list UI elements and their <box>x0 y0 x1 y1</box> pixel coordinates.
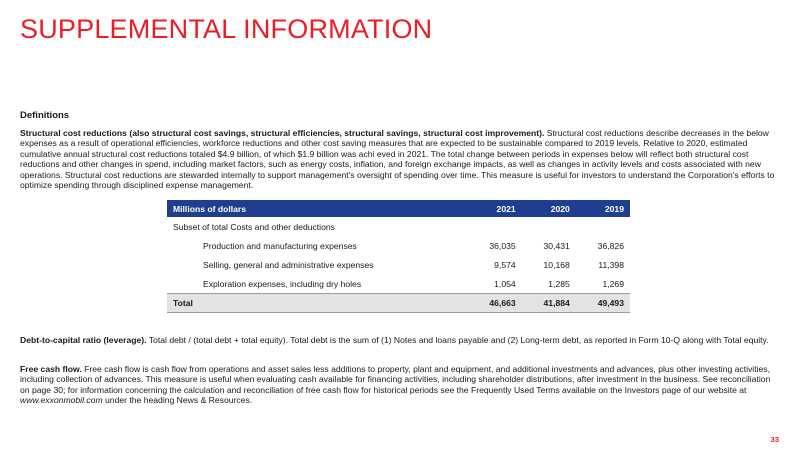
header-units: Millions of dollars <box>167 200 468 217</box>
website-link[interactable]: www.exxonmobil.com <box>20 395 103 406</box>
header-2020: 2020 <box>522 200 576 217</box>
debt-to-capital-text: Total debt / (total debt + total equity). Total debt is the sum of (1) Notes and loans payable and (2) Long-term debt, as reported in Form 10-Q along with Total equity. <box>146 335 769 345</box>
debt-to-capital-term: Debt-to-capital ratio (leverage). <box>20 335 147 345</box>
table-header-row <box>167 200 630 217</box>
structural-cost-text: Structural cost reductions describe decreases in the below expenses as a result of operational efficiencies, workforce reductions and other cost saving measures that are expected to be sustainable compared to 2019 levels. Relative to 2020, estimated cumulative annual structural cost reductions totaled $4.9 billion, of which $1.9 billion was achi eved in 2021. The total change between periods in expenses below will reflect both structural cost reductions and other changes in spend, including market factors, such as energy costs, inflation, and foreign exchange impacts, as well as changes in activity levels and costs associated with new operations. Structural cost reductions are stewarded internally to support management's oversight of spending over time. This measure is useful for investors to understand the Corporation's efforts to optimize spending through disciplined expense management. <box>20 128 775 191</box>
total-row <box>167 294 630 313</box>
total-value: 41,884 <box>522 294 576 313</box>
structural-cost-term: Structural cost reductions (also structural cost savings, structural efficiencies, structural savings, structural cost improvement). <box>20 128 545 138</box>
header-2019: 2019 <box>576 200 630 217</box>
debt-to-capital-definition <box>20 335 782 345</box>
free-cash-flow-term: Free cash flow. <box>20 364 82 374</box>
definitions-heading: Definitions <box>20 110 70 121</box>
table-row <box>167 236 630 255</box>
cell-value: 11,398 <box>598 259 624 270</box>
cell-value: 36,035 <box>489 240 516 251</box>
table-row <box>167 255 630 274</box>
total-label: Total <box>167 294 468 313</box>
subset-row <box>167 217 630 236</box>
cell-value: 10,168 <box>543 259 570 270</box>
subset-label: Subset of total Costs and other deductions <box>173 221 335 232</box>
cell-value: 9,574 <box>494 259 516 270</box>
cell-value: 30,431 <box>543 240 570 251</box>
total-value: 46,663 <box>468 294 522 313</box>
total-value: 49,493 <box>576 294 630 313</box>
cell-value: 1,054 <box>494 278 516 289</box>
page-number: 33 <box>770 435 779 444</box>
cell-value: 1,285 <box>548 278 570 289</box>
free-cash-flow-text: Free cash flow is cash flow from operations and asset sales less additions to property, plant and equipment, and additional investments and advances, plus other investing activities, including collection of advances. This measure is useful when evaluating cash available for financing activities, including shareholder distributions, after investment in the business. See reconciliation on page 30; for information concerning the calculation and reconciliation of free cash flow for historical periods see the Frequently Used Terms available on the Investors page of our website at <box>20 364 771 395</box>
cell-value: 1,269 <box>602 278 624 289</box>
row-label: Exploration expenses, including dry holes <box>203 278 362 289</box>
free-cash-flow-text-end: under the heading News & Resources. <box>102 395 253 406</box>
page-title: SUPPLEMENTAL INFORMATION <box>20 14 433 44</box>
cell-value: 36,826 <box>597 240 624 251</box>
row-label: Production and manufacturing expenses <box>203 240 357 251</box>
cost-table <box>167 200 630 313</box>
structural-cost-definition <box>20 128 782 190</box>
header-2021: 2021 <box>468 200 522 217</box>
table-row <box>167 274 630 294</box>
free-cash-flow-definition <box>20 364 782 406</box>
row-label: Selling, general and administrative expenses <box>203 259 374 270</box>
